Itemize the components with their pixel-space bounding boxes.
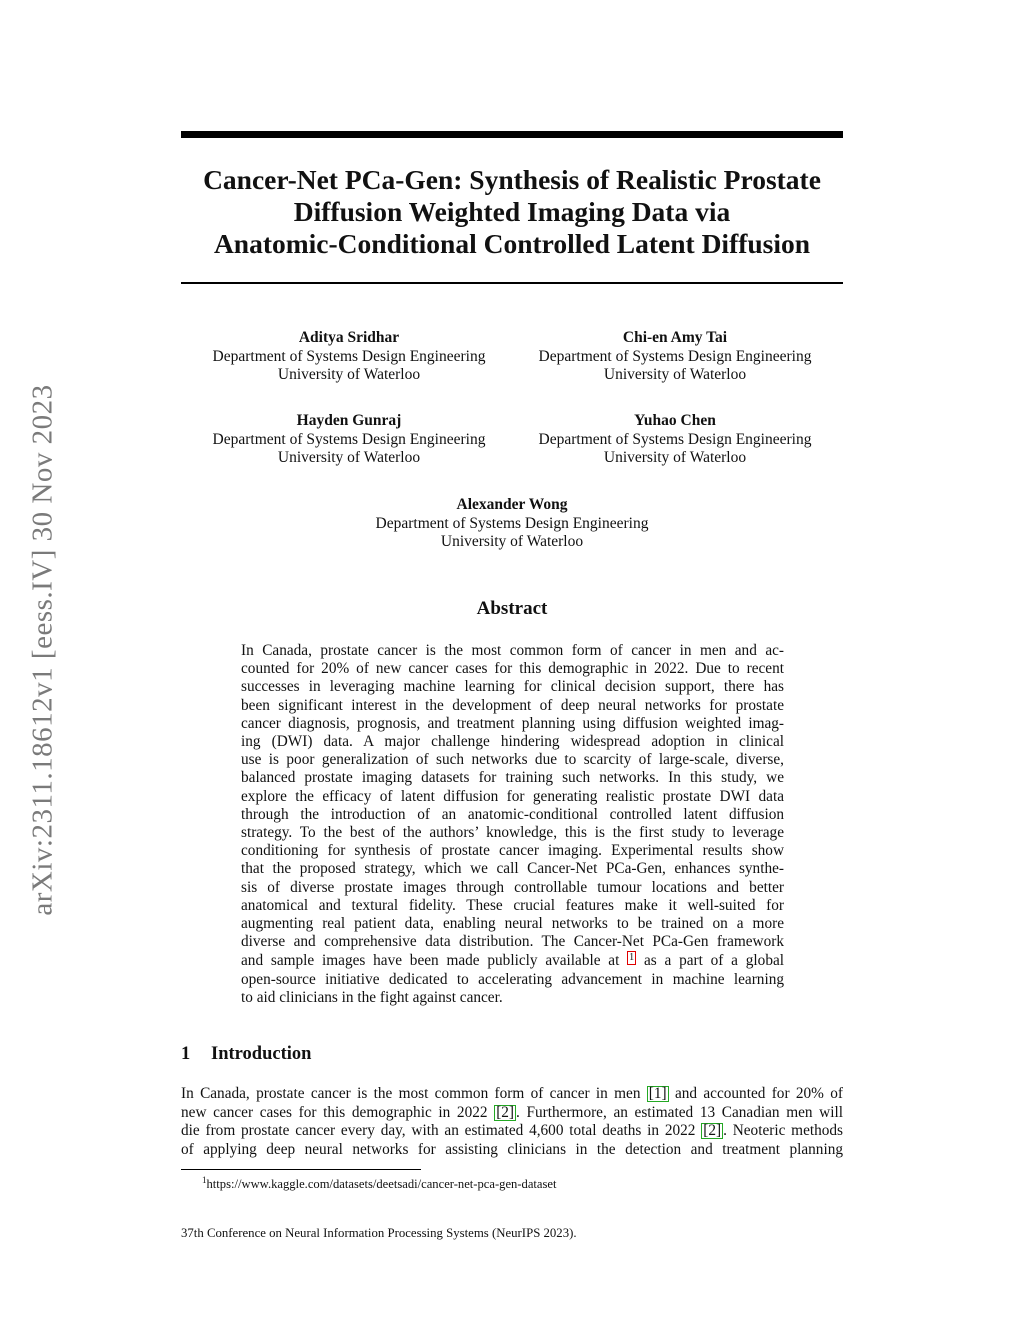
title-bottom-rule — [181, 282, 843, 284]
citation-link[interactable]: [1] — [648, 1085, 667, 1102]
author-university: University of Waterloo — [603, 366, 747, 383]
author-block — [510, 329, 840, 385]
intro-text: and accounted for 20% of — [674, 1085, 843, 1102]
intro-text: In Canada, prostate cancer is the most common form of cancer in men — [181, 1085, 641, 1102]
footnote-ref-link[interactable]: 1 — [629, 952, 635, 964]
footnote-url[interactable]: https://www.kaggle.com/datasets/deetsadi/cancer-net-pca-gen-dataset — [206, 1177, 557, 1191]
abstract-line: to aid clinicians in the fight against cancer. — [241, 988, 503, 1006]
arxiv-identifier: arXiv:2311.18612v1 [eess.IV] 30 Nov 2023 — [26, 384, 59, 916]
abstract-line: diverse and comprehensive data distribution. The Cancer-Net PCa-Gen framework — [241, 933, 784, 951]
author-name: Alexander Wong — [456, 496, 568, 513]
author-name: Yuhao Chen — [634, 412, 716, 429]
author-block — [347, 496, 677, 552]
abstract-heading: Abstract — [476, 598, 548, 619]
abstract-line: conditioning for synthesis of prostate cancer imaging. Experimental results show — [241, 842, 784, 860]
abstract-line: In Canada, prostate cancer is the most common form of cancer in men and ac- — [241, 642, 784, 659]
abstract-line — [241, 951, 784, 970]
intro-line — [181, 1122, 843, 1141]
intro-line — [181, 1104, 843, 1123]
abstract-line: augmenting real patient data, enabling neural networks to be trained on a more — [241, 915, 784, 933]
author-university: University of Waterloo — [603, 449, 747, 466]
author-name: Chi-en Amy Tai — [622, 329, 728, 346]
abstract-line: successes in leveraging machine learning for clinical decision support, there has — [241, 678, 784, 696]
author-department: Department of Systems Design Engineering — [538, 347, 812, 365]
author-university: University of Waterloo — [277, 449, 421, 466]
section-number: 1 — [181, 1044, 191, 1064]
abstract-line: cancer diagnosis, prognosis, and treatment planning using diffusion weighted imag- — [241, 714, 784, 732]
author-department: Department of Systems Design Engineering — [538, 430, 812, 448]
author-name: Aditya Sridhar — [298, 329, 400, 346]
abstract-line: been significant interest in the development of deep neural networks for prostate — [241, 696, 784, 714]
footnote-mark: 1 — [202, 1175, 207, 1185]
introduction-body — [181, 1085, 843, 1159]
author-department: Department of Systems Design Engineering — [212, 430, 486, 448]
abstract-text: and sample images have been made publicly available at — [241, 952, 620, 970]
abstract-line: sis of diverse prostate images through controllable tumour locations and better — [241, 878, 784, 896]
abstract-line: counted for 20% of new cancer cases for this demographic in 2022. Due to recent — [241, 660, 784, 678]
intro-text: . Furthermore, an estimated 13 Canadian men will — [516, 1103, 843, 1121]
abstract-body — [241, 642, 784, 1007]
abstract-line: explore the efficacy of latent diffusion for generating realistic prostate DWI data — [241, 787, 784, 805]
abstract-line: through the introduction of an anatomic-conditional controlled latent diffusion — [241, 805, 784, 823]
footnote — [202, 1175, 557, 1192]
author-department: Department of Systems Design Engineering — [375, 514, 649, 532]
author-university: University of Waterloo — [277, 366, 421, 383]
intro-text: die from prostate cancer every day, with an estimated 4,600 total deaths in 2022 — [181, 1122, 696, 1139]
title-top-rule — [181, 131, 843, 138]
abstract-line: balanced prostate imaging datasets for training such networks. In this study, we — [241, 769, 784, 787]
conference-note: 37th Conference on Neural Information Processing Systems (NeurIPS 2023). — [181, 1226, 577, 1240]
citation-link[interactable]: [2] — [703, 1122, 722, 1139]
intro-line: of applying deep neural networks for assisting clinicians in the detection and treatment planning — [181, 1140, 843, 1158]
title-line: Diffusion Weighted Imaging Data via — [293, 196, 731, 227]
author-block — [510, 412, 840, 468]
section-heading — [181, 1044, 311, 1065]
abstract-line: that the proposed strategy, which we call Cancer-Net PCa-Gen, enhances synthe- — [241, 860, 784, 878]
intro-text: . Neoteric methods — [723, 1122, 844, 1139]
author-block — [184, 412, 514, 468]
footnote-rule — [181, 1169, 421, 1170]
abstract-line: open-source initiative dedicated to accelerating advancement in machine learning — [241, 970, 784, 988]
abstract-line: use is poor generalization of such networks due to scarcity of large-scale, diverse, — [241, 751, 784, 769]
author-university: University of Waterloo — [440, 533, 584, 550]
abstract-line: ing (DWI) data. A major challenge hindering widespread adoption in clinical — [241, 733, 784, 751]
author-department: Department of Systems Design Engineering — [212, 347, 486, 365]
intro-text: new cancer cases for this demographic in 2022 — [181, 1103, 488, 1121]
section-title: Introduction — [211, 1044, 312, 1064]
author-block — [184, 329, 514, 385]
title-line: Cancer-Net PCa-Gen: Synthesis of Realistic Prostate — [203, 164, 821, 195]
author-name: Hayden Gunraj — [296, 412, 402, 429]
title-line: Anatomic-Conditional Controlled Latent Diffusion — [213, 228, 811, 259]
citation-link[interactable]: [2] — [496, 1103, 515, 1121]
paper-title — [181, 164, 843, 260]
abstract-line: anatomical and textural fidelity. These crucial features make it well-suited for — [241, 896, 784, 914]
abstract-line: strategy. To the best of the authors’ knowledge, this is the first study to leverage — [241, 824, 784, 842]
intro-line — [181, 1085, 843, 1104]
abstract-text: as a part of a global — [643, 952, 785, 970]
